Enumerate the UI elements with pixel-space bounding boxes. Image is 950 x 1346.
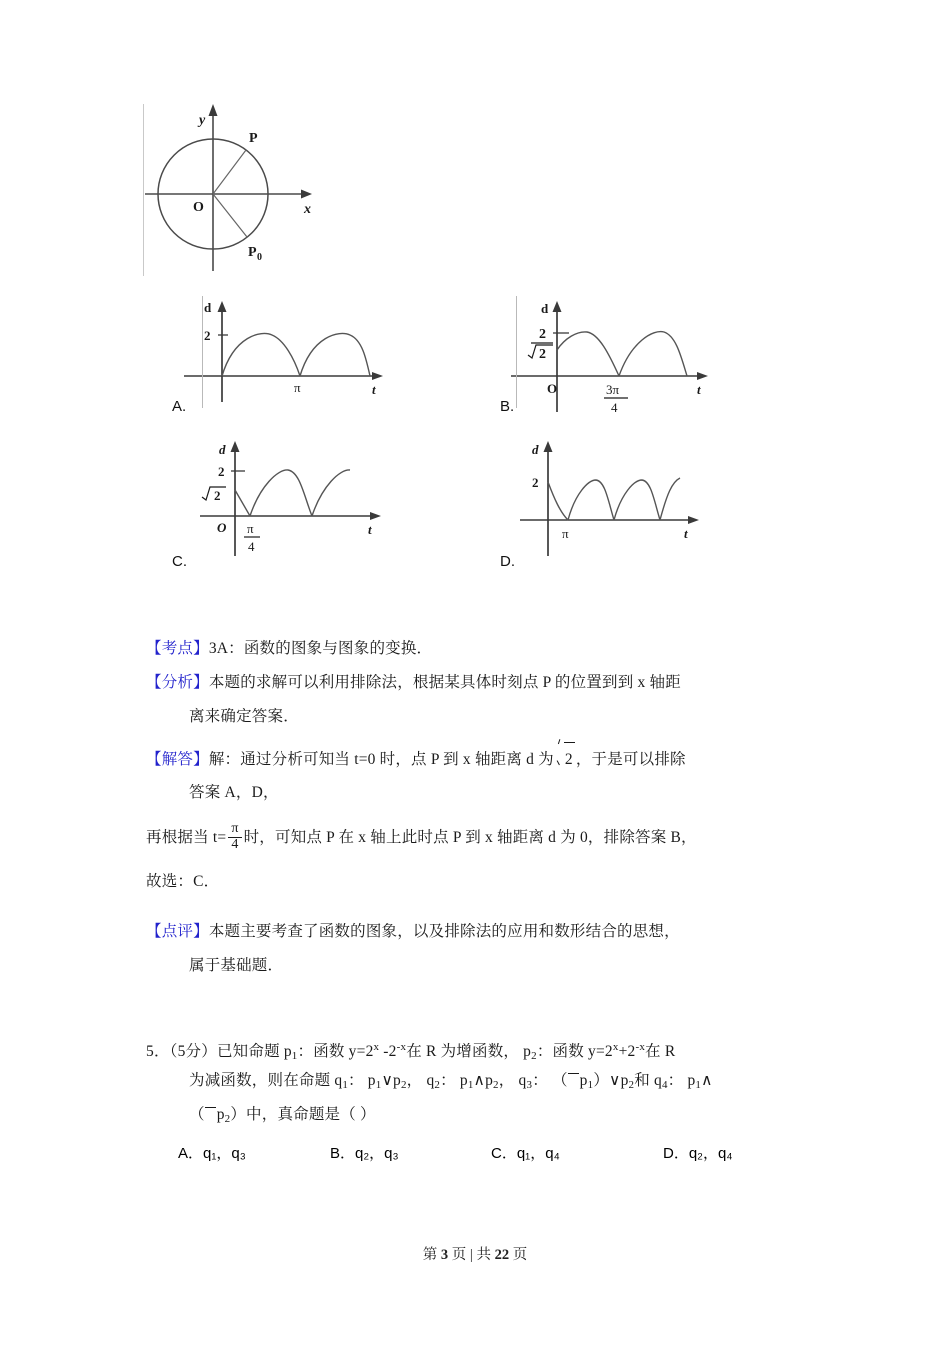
jieda-line3-a: 再根据当 t= <box>146 829 227 846</box>
negation-overline-icon-1 <box>568 1073 579 1081</box>
q1-subscript: 1 <box>342 1079 349 1091</box>
option-d-graph <box>520 438 750 558</box>
unit-circle-figure <box>143 96 328 276</box>
q5-l2-neg-p: p <box>579 1072 588 1089</box>
question5-line3 <box>189 1098 889 1136</box>
q5-choice-b[interactable] <box>330 1142 399 1163</box>
sqrt-two-inline <box>555 742 575 777</box>
option-b-xtick-den: 4 <box>611 400 618 413</box>
exp-negx-1: -x <box>396 1041 407 1053</box>
option-b-svg <box>511 298 741 413</box>
dianping-tag: 【点评】 <box>146 923 209 940</box>
option-b-origin-label: O <box>547 381 558 396</box>
q5-l3-b: ）中，真命题是（ ） <box>230 1106 376 1123</box>
q5-l2-e: ： p <box>440 1072 468 1089</box>
option-c-ytick-2: 2 <box>218 464 225 479</box>
circle-x-label: x <box>304 202 311 217</box>
q5-l3-neg-p: p <box>216 1106 225 1123</box>
q5-choice-a-text: q₁，q₃ <box>203 1145 246 1162</box>
exp-x-2: x <box>612 1041 619 1053</box>
footer-prefix: 第 <box>422 1247 438 1263</box>
q5-l2-g: ， q <box>498 1072 527 1089</box>
q5-choice-a[interactable] <box>178 1142 246 1163</box>
q5-l2-h: ： （ <box>532 1072 568 1089</box>
option-b-label: B. <box>500 398 515 415</box>
question5-line1-g: 在 R <box>645 1043 676 1060</box>
option-d-x-label: t <box>684 526 688 541</box>
option-b-frac-den: 2 <box>539 347 546 362</box>
exp-x-1: x <box>373 1041 380 1053</box>
q4-subscript: 4 <box>661 1079 668 1091</box>
option-c-ytick-sqrt2: 2 <box>214 488 221 503</box>
question5-line1-d: 在 R 为增函数， p <box>406 1043 532 1060</box>
q5-l2-a: 为减函数，则在命题 q <box>189 1072 343 1089</box>
q5-choice-c-text: q₁，q₄ <box>516 1145 560 1162</box>
fenxi-line1: 本题的求解可以利用排除法，根据某具体时刻点 P 的位置到到 x 轴距 <box>208 674 681 691</box>
sqrt-two-radicand: 2 <box>564 742 575 777</box>
jieda-line4: 故选：C． <box>146 873 220 890</box>
kaodian-text: 3A：函数的图象与图象的变换． <box>208 640 433 657</box>
question5-line1-b: ：函数 y=2 <box>297 1043 374 1060</box>
option-c-graph <box>200 438 430 558</box>
option-a-y-label: d <box>204 300 212 315</box>
q5-l2-k: ： p <box>667 1072 696 1089</box>
option-b-xtick-num: 3π <box>606 382 620 397</box>
q5-choice-d-label: D． <box>663 1145 689 1162</box>
dianping-line1: 本题主要考查了函数的图象，以及排除法的应用和数形结合的思想， <box>208 923 680 940</box>
q5-l2-c: ∨p <box>381 1072 401 1089</box>
page-footer <box>0 1243 950 1264</box>
dianping-line2: 属于基础题． <box>189 957 284 974</box>
jieda-line2-wrap <box>189 776 849 810</box>
p1-sub-b: 1 <box>467 1079 474 1091</box>
q5-choice-b-label: B． <box>330 1145 356 1162</box>
jieda-tag: 【解答】 <box>146 751 209 768</box>
p2-sub-b: 2 <box>493 1079 499 1091</box>
p2-sub-d: 2 <box>224 1113 231 1125</box>
footer-total-pages: 22 <box>494 1247 510 1263</box>
q5-choice-b-text: q₂，q₃ <box>355 1145 399 1162</box>
option-d-y-label: d <box>532 442 539 457</box>
q5-choice-a-label: A． <box>178 1145 204 1162</box>
jieda-paragraph <box>146 742 866 777</box>
q5-choice-d[interactable] <box>663 1142 732 1163</box>
q5-choice-c[interactable] <box>491 1142 560 1163</box>
question5-number: 5． <box>146 1043 170 1060</box>
dianping-paragraph <box>146 915 866 949</box>
question5-line1-c: -2 <box>379 1043 397 1060</box>
footer-mid: 页 | 共 <box>451 1247 491 1263</box>
option-a-xtick-pi: π <box>294 380 301 395</box>
question5-choices-row <box>0 1142 950 1170</box>
circle-point-p0-sub: 0 <box>257 252 262 263</box>
option-b-frac-num: 2 <box>539 327 546 342</box>
q5-choice-c-label: C． <box>491 1145 517 1162</box>
option-a-ytick-2: 2 <box>204 328 211 343</box>
option-b-left-rule <box>516 296 517 408</box>
option-c-label: C. <box>172 553 187 570</box>
option-a-label: A. <box>172 398 187 415</box>
option-d-xtick-pi: π <box>562 526 569 541</box>
q2-subscript: 2 <box>434 1079 441 1091</box>
fenxi-line2: 离来确定答案． <box>189 708 299 725</box>
question5-line1-e: ：函数 y=2 <box>536 1043 613 1060</box>
question5-score: （5分） <box>169 1043 217 1060</box>
q5-l2-i: ）∨p <box>593 1072 629 1089</box>
p1-sub-c: 1 <box>587 1079 594 1091</box>
option-c-y-label: d <box>219 442 226 457</box>
option-d-svg <box>520 438 750 558</box>
option-a-graph <box>176 298 406 403</box>
p1-sub-a: 1 <box>375 1079 382 1091</box>
unit-circle-svg <box>143 96 328 276</box>
fenxi-line2-wrap <box>189 700 849 734</box>
q3-subscript: 3 <box>526 1079 533 1091</box>
fenxi-paragraph <box>146 666 846 700</box>
circle-y-label: y <box>199 113 206 128</box>
q5-l2-j: 和 q <box>634 1072 662 1089</box>
figure-left-rule <box>143 104 144 276</box>
option-d-ytick-2: 2 <box>532 475 539 490</box>
jieda-line4-wrap <box>146 865 806 899</box>
q5-choice-d-text: q₂，q₄ <box>688 1145 733 1162</box>
circle-point-p0-label: P <box>248 245 257 260</box>
option-b-y-label: d <box>541 301 549 316</box>
p1-sub-d: 1 <box>695 1079 702 1091</box>
option-a-svg <box>176 298 406 403</box>
option-c-origin-label: O <box>217 520 227 535</box>
jieda-line2: 答案 A，D， <box>189 784 279 801</box>
question5-line1-f: +2 <box>618 1043 636 1060</box>
dianping-line2-wrap <box>189 949 849 983</box>
option-d-label: D. <box>500 553 515 570</box>
option-a-left-rule <box>202 296 203 408</box>
exp-negx-2: -x <box>635 1041 646 1053</box>
q5-l2-b: ： p <box>348 1072 376 1089</box>
option-c-svg <box>200 438 430 558</box>
p1-subscript: 1 <box>291 1050 298 1062</box>
circle-origin-label: O <box>193 200 204 215</box>
negation-overline-icon-2 <box>205 1107 216 1115</box>
q5-l2-l: ∧ <box>701 1072 713 1089</box>
fenxi-tag: 【分析】 <box>146 674 209 691</box>
option-c-xtick-den: 4 <box>248 539 255 554</box>
footer-page-number: 3 <box>440 1247 449 1263</box>
footer-suffix: 页 <box>512 1247 528 1263</box>
circle-point-p-label: P <box>249 131 258 146</box>
pi-over-four-den: 4 <box>231 836 239 852</box>
jieda-line1-a: 解：通过分析可知当 t=0 时，点 P 到 x 轴距离 d 为 <box>208 751 554 768</box>
q5-l3-a: （ <box>189 1106 205 1123</box>
pi-over-four-fraction <box>228 822 241 852</box>
question5-line1-a: 已知命题 p <box>216 1043 292 1060</box>
p2-sub-c: 2 <box>628 1079 635 1091</box>
option-b-graph <box>511 298 741 413</box>
jieda-line3-wrap <box>146 818 866 858</box>
question5-line2 <box>189 1064 889 1102</box>
p2-sub-a: 2 <box>400 1079 407 1091</box>
kaodian-tag: 【考点】 <box>146 640 209 657</box>
jieda-line3-b: 时，可知点 P 在 x 轴上此时点 P 到 x 轴距离 d 为 0，排除答案 B， <box>243 829 697 846</box>
q5-l2-f: ∧p <box>473 1072 494 1089</box>
kaodian-paragraph <box>146 632 846 666</box>
jieda-line1-b: ，于是可以排除 <box>575 751 686 768</box>
option-c-x-label: t <box>368 522 372 537</box>
pi-over-four-num: π <box>228 822 241 838</box>
option-b-x-label: t <box>697 382 701 397</box>
option-a-x-label: t <box>372 382 376 397</box>
p2-subscript: 2 <box>531 1050 537 1062</box>
q5-l2-d: ， q <box>406 1072 435 1089</box>
option-c-xtick-num: π <box>247 521 254 536</box>
